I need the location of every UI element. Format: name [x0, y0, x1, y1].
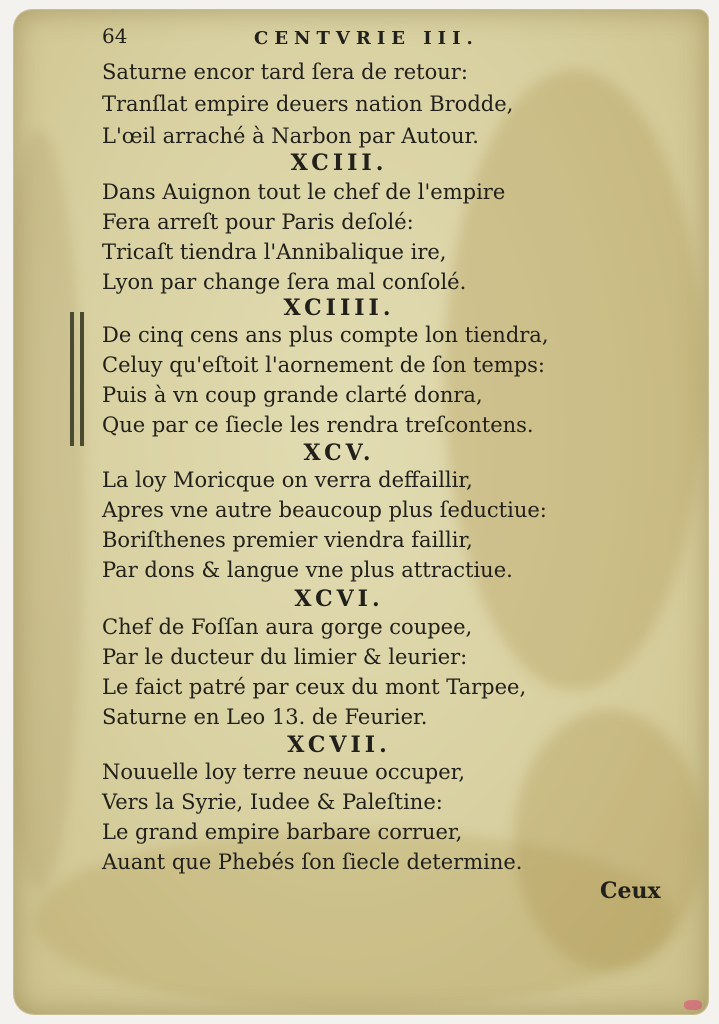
- verse-line: Nouuelle loy terre neuue occuper,: [102, 760, 466, 784]
- verse-line: Fera arreſt pour Paris deſolé:: [102, 210, 414, 234]
- quatrain-number: XCVI.: [294, 586, 384, 612]
- catchword: Ceux: [600, 878, 661, 904]
- quatrain-number: XCIIII.: [283, 295, 395, 321]
- verse-line: De cinq cens ans plus compte lon tiendra,: [102, 323, 549, 347]
- quatrain-number: XCV.: [303, 440, 375, 466]
- verse-line: Par dons & langue vne plus attractiue.: [102, 558, 513, 582]
- red-ink-spot: [684, 1000, 702, 1010]
- verse-line: Chef de Foſſan aura gorge coupee,: [102, 615, 473, 639]
- verse-line: Saturne encor tard ſera de retour:: [102, 60, 468, 84]
- verse-line: Le faict patré par ceux du mont Tarpee,: [102, 675, 527, 699]
- page-number: 64: [102, 24, 128, 48]
- verse-line: Tricaſt tiendra l'Annibalique ire,: [102, 240, 447, 264]
- verse-line: L'œil arraché à Narbon par Autour.: [102, 124, 479, 148]
- verse-line: Auant que Phebés ſon ſiecle determine.: [102, 850, 523, 874]
- verse-line: Tranſlat empire deuers nation Brodde,: [102, 92, 514, 116]
- verse-line: Puis à vn coup grande clarté donra,: [102, 383, 483, 407]
- quatrain-number: XCVII.: [287, 732, 391, 758]
- quatrain-number: XCIII.: [290, 150, 388, 176]
- verse-line: La loy Moricque on verra deffaillir,: [102, 468, 473, 492]
- verse-line: Boriſthenes premier viendra faillir,: [102, 528, 473, 552]
- verse-line: Celuy qu'eſtoit l'aornement de ſon temps:: [102, 353, 545, 377]
- verse-line: Dans Auignon tout le chef de l'empire: [102, 180, 506, 204]
- running-head: CENTVRIE III.: [254, 28, 479, 49]
- book-page: [14, 10, 708, 1014]
- verse-line: Le grand empire barbare corruer,: [102, 820, 463, 844]
- verse-line: Que par ce ſiecle les rendra treſcontens.: [102, 413, 534, 437]
- verse-line: Lyon par change ſera mal conſolé.: [102, 270, 467, 294]
- verse-line: Saturne en Leo 13. de Feurier.: [102, 705, 428, 729]
- verse-line: Vers la Syrie, Iudee & Paleſtine:: [102, 790, 443, 814]
- margin-double-bar: [70, 312, 84, 446]
- page-text: [14, 10, 708, 1014]
- verse-line: Par le ducteur du limier & leurier:: [102, 645, 468, 669]
- verse-line: Apres vne autre beaucoup plus ſeductiue:: [102, 498, 547, 522]
